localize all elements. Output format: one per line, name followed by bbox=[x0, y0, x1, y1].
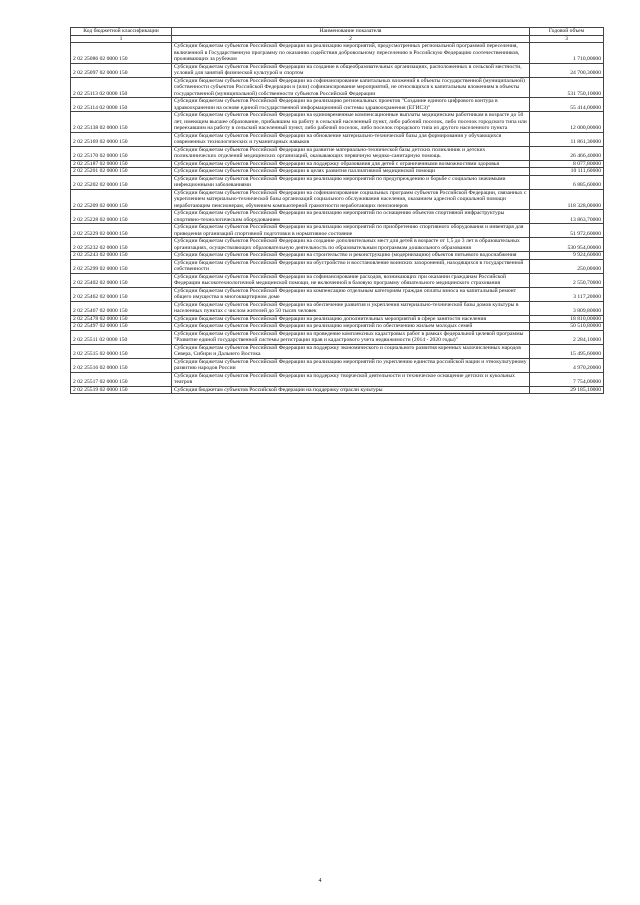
table-row bbox=[71, 259, 604, 273]
row-code-cell: 2 02 25402 02 0000 150 bbox=[71, 273, 172, 287]
row-code-cell: 2 02 25517 02 0000 150 bbox=[71, 372, 172, 386]
row-name-cell: Субсидии бюджетам субъектов Российской Федерации на софинансирование социальных программ субъектов Российской Федерации, связанных с укреплением материально-технической базы организаций социального обслуживания населения, оказанием адресной социальной помощи неработающим пенсионерам, обучением компьютерной грамотности неработающих пенсионеров bbox=[172, 189, 530, 210]
row-code-cell: 2 02 25497 02 0000 150 bbox=[71, 323, 172, 331]
table-row bbox=[71, 344, 604, 358]
header-row bbox=[71, 28, 604, 36]
row-name-cell: Субсидии бюджетам субъектов Российской Федерации на реализацию мероприятий, предусмотренных региональной программой переселения, включенной в Государственную программу по оказанию содействия добровольному переселению в Российскую Федерацию соотечественников, проживающих за рубежом bbox=[172, 43, 530, 64]
row-value-cell: 3 117,20000 bbox=[530, 287, 604, 301]
row-name-cell: Субсидии бюджетам субъектов Российской Федерации на софинансирование капитальных вложений в объекты государственной (муниципальной) собственности субъектов Российской Федерации и (или) софинансирование мероприятий, не относящихся к капитальным вложениям в объекты государственной (муниципальной) собственности субъектов Российской Федерации bbox=[172, 77, 530, 98]
table-row bbox=[71, 168, 604, 176]
row-code-cell: 2 02 25170 02 0000 150 bbox=[71, 146, 172, 160]
row-code-cell: 2 02 25243 02 0000 150 bbox=[71, 252, 172, 260]
row-name-cell: Субсидии бюджетам субъектов Российской Федерации в целях развития паллиативной медицинской помощи bbox=[172, 168, 530, 176]
table-row bbox=[71, 238, 604, 252]
row-name-cell: Субсидии бюджетам субъектов Российской Федерации на реализацию мероприятий по обеспечению жильем молодых семей bbox=[172, 323, 530, 331]
row-code-cell: 2 02 25229 02 0000 150 bbox=[71, 224, 172, 238]
row-code-cell: 2 02 25462 02 0000 150 bbox=[71, 287, 172, 301]
table-row bbox=[71, 189, 604, 210]
row-name-cell: Субсидии бюджетам субъектов Российской Федерации на обновление материально-технической базы для формирования у обучающихся современных технологических и гуманитарных навыков bbox=[172, 132, 530, 146]
table-row bbox=[71, 98, 604, 112]
row-value-cell: 530 954,00000 bbox=[530, 238, 604, 252]
row-code-cell: 2 02 25169 02 0000 150 bbox=[71, 132, 172, 146]
row-value-cell: 24 700,30000 bbox=[530, 63, 604, 77]
row-value-cell: 531 750,10000 bbox=[530, 77, 604, 98]
row-value-cell: 9 924,60000 bbox=[530, 252, 604, 260]
row-name-cell: Субсидии бюджетам субъектов Российской Федерации на реализацию дополнительных мероприятий в сфере занятости населения bbox=[172, 315, 530, 323]
row-name-cell: Субсидии бюджетам субъектов Российской Федерации на поддержку творческой деятельности и техническое оснащение детских и кукольных театров bbox=[172, 372, 530, 386]
row-value-cell: 118 328,00000 bbox=[530, 189, 604, 210]
row-name-cell: Субсидии бюджетам субъектов Российской Федерации на реализацию мероприятий по приобретению спортивного оборудования и инвентаря для приведения организаций спортивной подготовки в нормативное состояние bbox=[172, 224, 530, 238]
row-code-cell: 2 02 25232 02 0000 150 bbox=[71, 238, 172, 252]
row-name-cell: Субсидии бюджетам субъектов Российской Федерации на реализацию региональных проектов "Создание единого цифрового контура в здравоохранении на основе единой государственной информационной системы здравоохранения (ЕГИСЗ)" bbox=[172, 98, 530, 112]
row-value-cell: 250,00000 bbox=[530, 259, 604, 273]
row-code-cell: 2 02 25228 02 0000 150 bbox=[71, 210, 172, 224]
row-name-cell: Субсидии бюджетам субъектов Российской Федерации на реализацию мероприятий по укреплению единства российской нации и этнокультурному развитию народов России bbox=[172, 358, 530, 372]
page-number: 4 bbox=[318, 878, 322, 884]
row-name-cell: Субсидии бюджетам субъектов Российской Федерации на поддержку образования для детей с ограниченными возможностями здоровья bbox=[172, 160, 530, 168]
row-code-cell: 2 02 25187 02 0000 150 bbox=[71, 160, 172, 168]
row-code-cell: 2 02 25467 02 0000 150 bbox=[71, 301, 172, 315]
table-row bbox=[71, 63, 604, 77]
table-row bbox=[71, 146, 604, 160]
row-value-cell: 11 861,30000 bbox=[530, 132, 604, 146]
row-value-cell: 55 414,00000 bbox=[530, 98, 604, 112]
row-code-cell: 2 02 25202 02 0000 150 bbox=[71, 175, 172, 189]
row-code-cell: 2 02 25201 02 0000 150 bbox=[71, 168, 172, 176]
row-name-cell: Субсидии бюджетам субъектов Российской Федерации на компенсацию отдельным категориям граждан оплаты взноса на капитальный ремонт общего имущества в многоквартирном доме bbox=[172, 287, 530, 301]
table-row bbox=[71, 358, 604, 372]
table-row bbox=[71, 175, 604, 189]
table-row bbox=[71, 330, 604, 344]
row-value-cell: 10 111,60000 bbox=[530, 168, 604, 176]
row-value-cell: 29 185,10000 bbox=[530, 386, 604, 394]
row-value-cell: 3 809,80000 bbox=[530, 301, 604, 315]
row-value-cell: 6 885,60000 bbox=[530, 175, 604, 189]
row-value-cell: 2 284,10000 bbox=[530, 330, 604, 344]
row-code-cell: 2 02 25519 02 0000 150 bbox=[71, 386, 172, 394]
row-name-cell: Субсидия бюджетам субъектов Российской Федерации на поддержку отрасли культуры bbox=[172, 386, 530, 394]
column-number-name: 2 bbox=[172, 35, 530, 43]
row-value-cell: 51 972,60000 bbox=[530, 224, 604, 238]
table-row bbox=[71, 273, 604, 287]
row-code-cell: 2 02 25299 02 0000 150 bbox=[71, 259, 172, 273]
column-number-value: 3 bbox=[530, 35, 604, 43]
table-row bbox=[71, 323, 604, 331]
column-header-value: Годовой объем bbox=[530, 28, 604, 36]
row-name-cell: Субсидии бюджетам субъектов Российской Федерации на создание в общеобразовательных организациях, расположенных в сельской местности, условий для занятий физической культурой и спортом bbox=[172, 63, 530, 77]
table-row bbox=[71, 386, 604, 394]
row-code-cell: 2 02 25478 02 0000 150 bbox=[71, 315, 172, 323]
row-code-cell: 2 02 25086 02 0000 150 bbox=[71, 43, 172, 64]
column-number-row bbox=[71, 35, 604, 43]
row-code-cell: 2 02 25515 02 0000 150 bbox=[71, 344, 172, 358]
table-row bbox=[71, 160, 604, 168]
row-value-cell: 12 000,00000 bbox=[530, 112, 604, 133]
table-row bbox=[71, 210, 604, 224]
table-row bbox=[71, 372, 604, 386]
row-name-cell: Субсидии бюджетам субъектов Российской Федерации на единовременные компенсационные выплаты медицинским работникам в возрасте до 50 лет, имеющим высшее образование, прибывшим на работу в сельский населенный пункт, либо рабочий поселок, либо поселок городского типа или переехавшим на работу в сельский населенный пункт, либо рабочий поселок, либо поселок городского типа из другого населенного пункта bbox=[172, 112, 530, 133]
table-row bbox=[71, 287, 604, 301]
column-number-code: 1 bbox=[71, 35, 172, 43]
table-row bbox=[71, 315, 604, 323]
row-code-cell: 2 02 25209 02 0000 150 bbox=[71, 189, 172, 210]
row-name-cell: Субсидии бюджетам субъектов Российской Федерации на обустройство и восстановление воинских захоронений, находящихся в государственной собственности bbox=[172, 259, 530, 273]
table-row bbox=[71, 112, 604, 133]
row-name-cell: Субсидии бюджетам субъектов Российской Федерации на проведение комплексных кадастровых работ в рамках федеральной целевой программы "Развитие единой государственной системы регистрации прав и кадастрового учета недвижимости (2014 - 2020 годы)" bbox=[172, 330, 530, 344]
table-body bbox=[71, 43, 604, 394]
budget-table bbox=[70, 27, 604, 394]
table-row bbox=[71, 77, 604, 98]
row-code-cell: 2 02 25138 02 0000 150 bbox=[71, 112, 172, 133]
row-code-cell: 2 02 25511 02 0000 150 bbox=[71, 330, 172, 344]
column-header-name: Наименование показателя bbox=[172, 28, 530, 36]
row-value-cell: 15 495,60000 bbox=[530, 344, 604, 358]
column-header-code: Код бюджетной классификации bbox=[71, 28, 172, 36]
row-name-cell: Субсидии бюджетам субъектов Российской Федерации на реализацию мероприятий по предупреждению и борьбе с социально значимыми инфекционными заболеваниями bbox=[172, 175, 530, 189]
table-row bbox=[71, 252, 604, 260]
row-value-cell: 7 754,00000 bbox=[530, 372, 604, 386]
row-code-cell: 2 02 25097 02 0000 150 bbox=[71, 63, 172, 77]
table-row bbox=[71, 301, 604, 315]
row-value-cell: 8 077,80000 bbox=[530, 160, 604, 168]
row-code-cell: 2 02 25516 02 0000 150 bbox=[71, 358, 172, 372]
row-value-cell: 13 863,70000 bbox=[530, 210, 604, 224]
row-value-cell: 1 710,00000 bbox=[530, 43, 604, 64]
table-row bbox=[71, 224, 604, 238]
row-name-cell: Субсидии бюджетам субъектов Российской Федерации на софинансирование расходов, возникающих при оказании гражданам Российской Федерации высокотехнологичной медицинской помощи, не включенной в базовую программу обязательного медицинского страхования bbox=[172, 273, 530, 287]
table-row bbox=[71, 43, 604, 64]
row-name-cell: Субсидии бюджетам субъектов Российской Федерации на реализацию мероприятий по оснащению объектов спортивной инфраструктуры спортивно-технологическим оборудованием bbox=[172, 210, 530, 224]
row-value-cell: 26 466,40000 bbox=[530, 146, 604, 160]
row-code-cell: 2 02 25114 02 0000 150 bbox=[71, 98, 172, 112]
table-row bbox=[71, 132, 604, 146]
row-code-cell: 2 02 25113 02 0000 150 bbox=[71, 77, 172, 98]
row-value-cell: 2 550,70000 bbox=[530, 273, 604, 287]
row-name-cell: Субсидии бюджетам субъектов Российской Федерации на строительство и реконструкцию (модернизацию) объектов питьевого водоснабжения bbox=[172, 252, 530, 260]
row-name-cell: Субсидии бюджетам субъектов Российской Федерации на развитие материально-технической базы детских поликлиник и детских поликлинических отделений медицинских организаций, оказывающих первичную медико-санитарную помощь bbox=[172, 146, 530, 160]
row-value-cell: 4 970,20000 bbox=[530, 358, 604, 372]
row-name-cell: Субсидии бюджетам субъектов Российской Федерации на обеспечение развития и укрепления материально-технической базы домов культуры в населенных пунктах с числом жителей до 50 тысяч человек bbox=[172, 301, 530, 315]
row-name-cell: Субсидии бюджетам субъектов Российской Федерации на создание дополнительных мест для детей в возрасте от 1,5 до 3 лет в образовательных организациях, осуществляющих образовательную деятельность по образовательным программам дошкольного образования bbox=[172, 238, 530, 252]
row-value-cell: 50 510,80000 bbox=[530, 323, 604, 331]
row-name-cell: Субсидии бюджетам субъектов Российской Федерации на поддержку экономического и социального развития коренных малочисленных народов Севера, Сибири и Дальнего Востока bbox=[172, 344, 530, 358]
row-value-cell: 18 810,00000 bbox=[530, 315, 604, 323]
